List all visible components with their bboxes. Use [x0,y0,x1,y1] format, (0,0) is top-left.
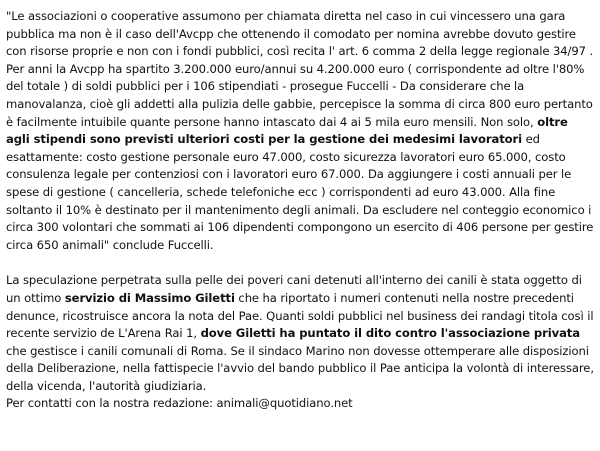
giletti-paragraph [6,272,594,395]
giletti-service-bold: servizio di Massimo Giletti [64,290,235,305]
giletti-text: La speculazione perpetrata sulla pelle dei poveri cani detenuti all'interno dei canili è stata oggetto di un ottimo [6,273,582,305]
quote-text: "Le associazioni o cooperative assumono per chiamata diretta nel caso in cui vincessero una gara pubblica ma non è il caso dell'Avcpp che ottenendo il comodato per nomina avrebbe dovuto gestire con risorse proprie e non con i fondi pubblici, così recita l' art. 6 comma 2 della legge regionale 34/97 . Per anni la Avcpp ha spartito 3.200.000 euro/annui su 4.200.000 euro ( corrispondente ad oltre l'80% del totale ) di soldi pubblici per i 106 stipendiati - prosegue Fuccelli - Da considerare che la manovalanza, cioè gli addetti alla pulizia delle gabbie, percepisce la somma di circa 800 euro pertanto è facilmente intuibile quante persone hanno intascato dai 4 ai 5 mila euro mensili. Non solo, [6,9,594,129]
paragraph-spacer [6,254,594,272]
article-body [6,8,594,413]
giletti-accusation-bold: dove Giletti ha puntato il dito contro l'associazione privata [200,326,580,341]
quote-paragraph [6,8,594,254]
contact-email-link[interactable]: animali@quotidiano.net [216,396,353,411]
quote-text-continued: ed esattamente: costo gestione personale euro 47.000, costo sicurezza lavoratori euro 65.000, costo consulenza legale per contenziosi con i lavoratori euro 67.000. Da aggiungere i costi annuali per le spese di gestione ( cancelleria, schede telefoniche ecc ) corrispondenti ad euro 43.000. Alla fine soltanto il 10% è destinato per il mantenimento degli animali. Da escludere nel conteggio economico i circa 300 volontari che sommati ai 106 dipendenti compongono un esercito di 406 persone per gestire circa 650 animali" conclude Fuccelli. [6,132,594,252]
contact-line [6,395,594,413]
quote-bold-text: oltre agli stipendi sono previsti ulteriori costi per la gestione dei medesimi lavoratori [6,114,568,147]
giletti-text-end: che gestisce i canili comunali di Roma. Se il sindaco Marino non dovesse ottemperare alle disposizioni della Deliberazione, nella fattispecie l'avvio del bando pubblico il Pae anticipa la volontà di interessare, della vicenda, l'autorità giudiziaria. [6,343,594,393]
giletti-text-continued: che ha riportato i numeri contenuti nella nostre precedenti denunce, ricostruisce ancora la nota del Pae. Quanti soldi pubblici nel business dei randagi titola così il recente servizio de L'Arena Rai 1, [6,290,594,341]
contact-label: Per contatti con la nostra redazione: [6,396,217,411]
